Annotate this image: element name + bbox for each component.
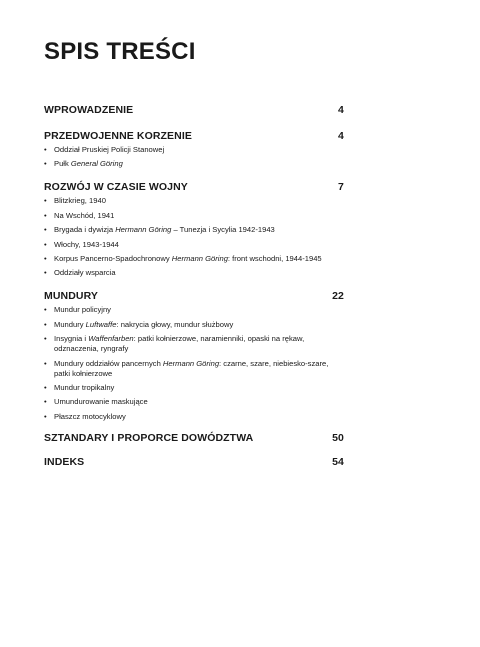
- toc-section-heading[interactable]: [44, 104, 344, 116]
- subsection-text: [54, 225, 344, 235]
- bullet-icon: •: [44, 382, 47, 392]
- subsection-text: [54, 211, 344, 221]
- text-segment: : patki kołnierzowe, naramienniki, opaski na rękaw, odznaczenia, ryngrafy: [54, 334, 305, 354]
- section-page-number: 54: [332, 455, 344, 468]
- toc-section-heading[interactable]: [44, 432, 344, 444]
- subsection-text: [54, 145, 344, 155]
- text-segment: : nakrycia głowy, mundur służbowy: [116, 319, 234, 329]
- bullet-icon: •: [44, 319, 47, 329]
- toc-section-heading[interactable]: [44, 181, 344, 193]
- text-segment: Brygada i dywizja: [54, 225, 116, 235]
- toc-section: [44, 290, 344, 421]
- text-segment: Mundur tropikalny: [54, 382, 115, 392]
- section-page-number: 50: [332, 431, 344, 444]
- italic-text: Luftwaffe: [85, 319, 117, 329]
- subsection-text: [54, 268, 344, 278]
- subsection-item[interactable]: [44, 159, 344, 169]
- bullet-icon: •: [44, 397, 47, 407]
- subsection-item[interactable]: [44, 225, 344, 235]
- subsection-text: [54, 397, 344, 407]
- italic-text: Waffenfarben: [88, 334, 134, 344]
- subsection-text: [54, 412, 344, 422]
- subsection-item[interactable]: [44, 397, 344, 407]
- subsection-text: [54, 159, 344, 169]
- subsection-text: [54, 320, 344, 330]
- text-segment: Umundurowanie maskujące: [54, 397, 148, 407]
- section-page-number: 22: [332, 290, 344, 303]
- page-title: SPIS TREŚCI: [44, 38, 196, 65]
- italic-text: Hermann Göring: [171, 253, 228, 263]
- subsection-item[interactable]: [44, 211, 344, 221]
- bullet-icon: •: [44, 358, 47, 368]
- section-title: PRZEDWOJENNE KORZENIE: [44, 130, 192, 142]
- italic-text: Hermann Göring: [115, 225, 172, 235]
- section-page-number: 7: [338, 181, 344, 194]
- section-page-number: 4: [338, 130, 344, 142]
- section-page-number: 4: [338, 104, 344, 116]
- bullet-icon: •: [44, 210, 47, 220]
- bullet-icon: •: [44, 305, 47, 315]
- subsection-item[interactable]: [44, 412, 344, 422]
- text-segment: : front wschodni, 1944-1945: [227, 253, 322, 263]
- text-segment: Pułk: [54, 159, 71, 169]
- section-title: WPROWADZENIE: [44, 104, 134, 116]
- bullet-icon: •: [44, 145, 47, 154]
- subsection-item[interactable]: [44, 196, 344, 206]
- toc-section-heading[interactable]: [44, 130, 344, 142]
- bullet-icon: •: [44, 268, 47, 278]
- bullet-icon: •: [44, 253, 47, 263]
- text-segment: Insygnia i: [54, 334, 89, 344]
- bullet-icon: •: [44, 239, 47, 249]
- bullet-icon: •: [44, 159, 47, 169]
- text-segment: Mundury oddziałów pancernych: [54, 358, 163, 368]
- bullet-icon: •: [44, 225, 47, 235]
- text-segment: : czarne, szare, niebiesko-szare, patki kołnierzowe: [54, 358, 329, 378]
- toc-section: [44, 130, 344, 169]
- section-title: SZTANDARY I PROPORCE DOWÓDZTWA: [44, 431, 254, 444]
- italic-text: General Göring: [70, 159, 123, 169]
- subsection-item[interactable]: [44, 359, 344, 379]
- subsection-text: [54, 383, 344, 393]
- subsection-text: [54, 196, 344, 206]
- subsection-text: [54, 334, 344, 354]
- subsection-item[interactable]: [44, 254, 344, 264]
- toc-section: [44, 104, 344, 116]
- subsection-text: [54, 359, 344, 379]
- text-segment: Blitzkrieg, 1940: [54, 196, 106, 206]
- subsection-item[interactable]: [44, 320, 344, 330]
- subsection-text: [54, 240, 344, 250]
- subsection-item[interactable]: [44, 383, 344, 393]
- subsection-item[interactable]: [44, 268, 344, 278]
- text-segment: Mundury: [54, 319, 86, 329]
- bullet-icon: •: [44, 411, 47, 421]
- section-title: ROZWÓJ W CZASIE WOJNY: [44, 181, 188, 194]
- subsection-item[interactable]: [44, 305, 344, 315]
- subsection-list: [44, 196, 344, 278]
- toc-section-heading[interactable]: [44, 290, 344, 302]
- subsection-list: [44, 305, 344, 421]
- bullet-icon: •: [44, 196, 47, 206]
- text-segment: Oddział Pruskiej Policji Stanowej: [54, 145, 165, 154]
- section-title: INDEKS: [44, 455, 85, 468]
- subsection-item[interactable]: [44, 334, 344, 354]
- text-segment: Włochy, 1943-1944: [54, 239, 119, 249]
- toc-section: [44, 432, 344, 444]
- text-segment: Korpus Pancerno-Spadochronowy: [54, 253, 172, 263]
- text-segment: Mundur policyjny: [54, 305, 111, 315]
- text-segment: Na Wschód, 1941: [54, 210, 115, 220]
- subsection-item[interactable]: [44, 240, 344, 250]
- text-segment: – Tunezja i Sycylia 1942-1943: [171, 225, 275, 235]
- subsection-text: [54, 305, 344, 315]
- italic-text: Hermann Göring: [162, 358, 220, 368]
- toc-section: [44, 456, 344, 468]
- table-of-contents: [44, 92, 344, 468]
- subsection-item[interactable]: [44, 145, 344, 155]
- subsection-text: [54, 254, 344, 264]
- bullet-icon: •: [44, 334, 47, 344]
- section-title: MUNDURY: [44, 290, 98, 303]
- subsection-list: [44, 145, 344, 169]
- toc-section-heading[interactable]: [44, 456, 344, 468]
- text-segment: Oddziały wsparcia: [54, 268, 116, 278]
- text-segment: Płaszcz motocyklowy: [54, 411, 126, 421]
- toc-section: [44, 181, 344, 278]
